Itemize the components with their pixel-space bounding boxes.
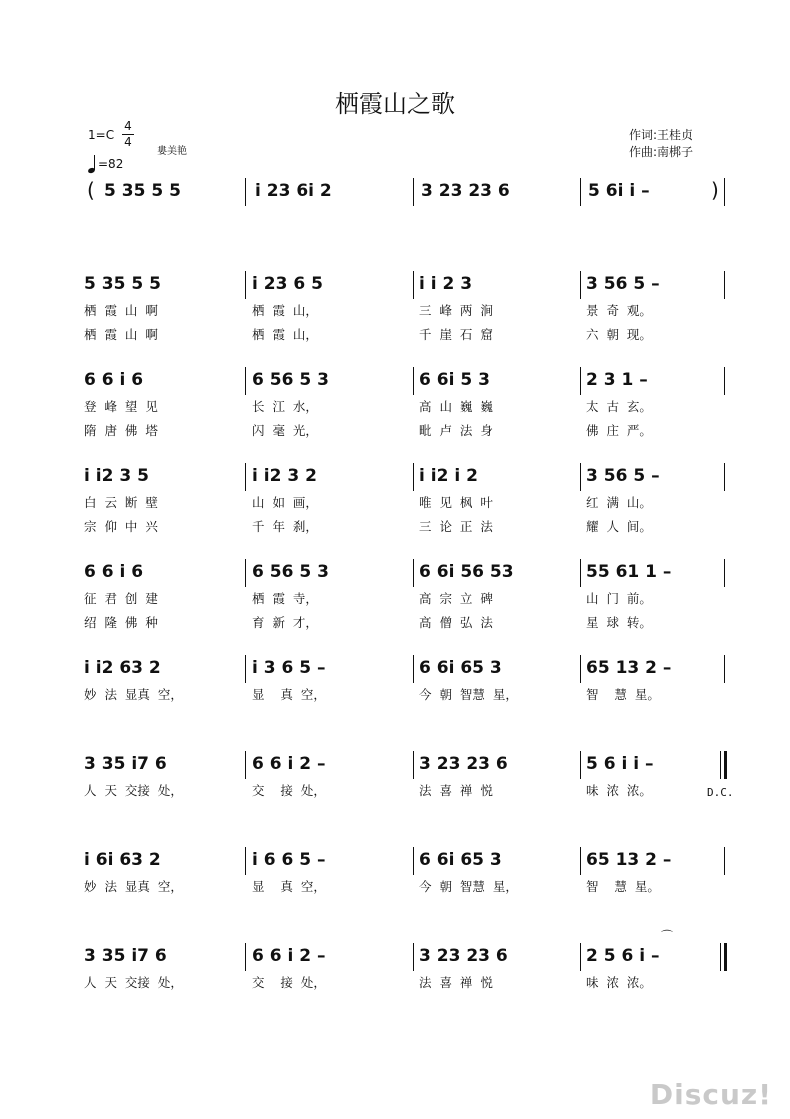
lyric-verse-2: 闪 毫 光，	[252, 423, 318, 438]
barline	[413, 271, 414, 299]
barline	[580, 367, 581, 395]
lyric-verse-2: 绍 隆 佛 种	[84, 615, 158, 630]
barline	[245, 178, 246, 206]
tempo-value: =82	[98, 157, 124, 171]
lyric-verse-1: 交 接 处，	[252, 783, 326, 798]
lyric-verse-2: 佛 庄 严。	[586, 423, 652, 438]
measure-notes: 6 6i 65 3	[419, 850, 502, 870]
barline	[413, 751, 414, 779]
lyric-verse-1: 白 云 断 壁	[84, 495, 158, 510]
lyric-verse-1: 人 天 交接 处，	[84, 783, 183, 798]
barline	[724, 463, 725, 491]
barline	[413, 559, 414, 587]
composer: 作曲:南梆子	[629, 145, 694, 159]
measure-notes: 3 23 23 6	[419, 754, 508, 774]
lyric-verse-1: 栖 霞 山，	[252, 303, 318, 318]
measure-notes: 6 6 i 2 –	[252, 754, 326, 774]
barline	[724, 271, 725, 299]
final-barline-thin	[720, 943, 721, 971]
lyric-verse-1: 山 门 前。	[586, 591, 652, 606]
time-signature-bottom: 4	[124, 135, 132, 149]
lyric-verse-1: 味 浓 浓。	[586, 975, 652, 990]
arranger-name: 婁美艳	[157, 146, 187, 157]
lyric-verse-2: 宗 仰 中 兴	[84, 519, 158, 534]
barline	[580, 271, 581, 299]
barline	[580, 655, 581, 683]
measure-notes: 3 56 5 –	[586, 274, 660, 294]
measure-notes: 3 35 i7 6	[84, 946, 167, 966]
lyric-verse-2: 育 新 才，	[252, 615, 318, 630]
barline	[245, 847, 246, 875]
intro-measure: 5 6i i –	[588, 181, 650, 201]
measure-notes: 6 6 i 2 –	[252, 946, 326, 966]
lyric-verse-1: 高 宗 立 碑	[419, 591, 493, 606]
measure-notes: 3 35 i7 6	[84, 754, 167, 774]
lyric-verse-2: 三 论 正 法	[419, 519, 493, 534]
barline	[245, 463, 246, 491]
lyric-verse-1: 栖 霞 寺，	[252, 591, 318, 606]
lyric-verse-1: 高 山 巍 巍	[419, 399, 493, 414]
measure-notes: i i 2 3	[419, 274, 473, 294]
barline	[245, 367, 246, 395]
lyric-verse-1: 唯 见 枫 叶	[419, 495, 493, 510]
intro-measure: i 23 6i 2	[255, 181, 332, 201]
barline	[724, 367, 725, 395]
final-barline-thick	[724, 943, 727, 971]
lyricist: 作词:王桂贞	[629, 128, 694, 142]
barline	[413, 463, 414, 491]
lyric-verse-1: 智 慧 星。	[586, 687, 660, 702]
key-signature: 1=C	[88, 128, 115, 142]
measure-notes: i i2 63 2	[84, 658, 161, 678]
intro-measure: 5 35 5 5	[104, 181, 181, 201]
lyric-verse-1: 三 峰 两 涧	[419, 303, 493, 318]
lyric-verse-2: 耀 人 间。	[586, 519, 652, 534]
measure-notes: 2 3 1 –	[586, 370, 648, 390]
intro-open-paren: (	[87, 178, 95, 202]
barline	[580, 847, 581, 875]
lyric-verse-1: 今 朝 智慧 星，	[419, 687, 518, 702]
lyric-verse-1: 法 喜 禅 悦	[419, 783, 493, 798]
barline	[245, 943, 246, 971]
barline	[724, 178, 725, 206]
lyric-verse-1: 今 朝 智慧 星，	[419, 879, 518, 894]
lyric-verse-2: 千 年 刹，	[252, 519, 318, 534]
lyric-verse-2: 千 崖 石 窟	[419, 327, 493, 342]
lyric-verse-2: 六 朝 现。	[586, 327, 652, 342]
da-capo-marking: D.C.	[707, 786, 734, 799]
lyric-verse-1: 交 接 处，	[252, 975, 326, 990]
barline	[245, 559, 246, 587]
lyric-verse-2: 栖 霞 山 啊	[84, 327, 158, 342]
measure-notes: 2 5 6 i –	[586, 946, 660, 966]
lyric-verse-1: 妙 法 显真 空，	[84, 879, 183, 894]
measure-notes: 6 56 5 3	[252, 562, 329, 582]
measure-notes: 65 13 2 –	[586, 850, 672, 870]
tempo-marking	[88, 155, 123, 173]
time-signature	[122, 120, 134, 149]
lyric-verse-1: 太 古 玄。	[586, 399, 652, 414]
lyric-verse-1: 栖 霞 山 啊	[84, 303, 158, 318]
lyric-verse-1: 显 真 空，	[252, 687, 326, 702]
measure-notes: i i2 i 2	[419, 466, 478, 486]
lyric-verse-1: 人 天 交接 处，	[84, 975, 183, 990]
lyric-verse-1: 显 真 空，	[252, 879, 326, 894]
barline	[245, 751, 246, 779]
barline	[724, 655, 725, 683]
measure-notes: i 3 6 5 –	[252, 658, 326, 678]
lyric-verse-1: 登 峰 望 见	[84, 399, 158, 414]
lyric-verse-1: 妙 法 显真 空，	[84, 687, 183, 702]
measure-notes: i 6 6 5 –	[252, 850, 326, 870]
measure-notes: 5 35 5 5	[84, 274, 161, 294]
barline	[724, 847, 725, 875]
lyric-verse-1: 智 慧 星。	[586, 879, 660, 894]
barline	[413, 847, 414, 875]
final-barline-thick	[724, 751, 727, 779]
measure-notes: 5 6 i i –	[586, 754, 654, 774]
quarter-note-icon	[88, 155, 96, 173]
lyric-verse-2: 毗 卢 法 身	[419, 423, 493, 438]
lyric-verse-2: 高 僧 弘 法	[419, 615, 493, 630]
measure-notes: i 23 6 5	[252, 274, 323, 294]
fermata-icon: ⌒	[661, 929, 674, 943]
measure-notes: i i2 3 5	[84, 466, 149, 486]
barline	[413, 367, 414, 395]
lyric-verse-1: 征 君 创 建	[84, 591, 158, 606]
watermark: Discuz!	[649, 1078, 772, 1111]
lyric-verse-1: 红 满 山。	[586, 495, 652, 510]
lyric-verse-2: 隋 唐 佛 塔	[84, 423, 158, 438]
barline	[580, 751, 581, 779]
measure-notes: 6 6i 56 53	[419, 562, 514, 582]
measure-notes: 3 56 5 –	[586, 466, 660, 486]
lyric-verse-2: 星 球 转。	[586, 615, 652, 630]
lyric-verse-1: 味 浓 浓。	[586, 783, 652, 798]
barline	[724, 559, 725, 587]
lyric-verse-2: 栖 霞 山，	[252, 327, 318, 342]
time-signature-top: 4	[124, 119, 132, 133]
barline	[580, 943, 581, 971]
measure-notes: 3 23 23 6	[419, 946, 508, 966]
barline	[413, 655, 414, 683]
barline	[580, 559, 581, 587]
intro-close-paren: )	[711, 178, 719, 202]
song-title: 栖霞山之歌	[335, 90, 455, 118]
final-barline-thin	[720, 751, 721, 779]
barline	[413, 178, 414, 206]
measure-notes: 6 6i 5 3	[419, 370, 490, 390]
measure-notes: 6 6 i 6	[84, 370, 144, 390]
measure-notes: i 6i 63 2	[84, 850, 161, 870]
barline	[245, 655, 246, 683]
lyric-verse-1: 法 喜 禅 悦	[419, 975, 493, 990]
measure-notes: 6 6 i 6	[84, 562, 144, 582]
barline	[245, 271, 246, 299]
measure-notes: 65 13 2 –	[586, 658, 672, 678]
barline	[413, 943, 414, 971]
measure-notes: 6 6i 65 3	[419, 658, 502, 678]
barline	[580, 463, 581, 491]
barline	[580, 178, 581, 206]
lyric-verse-1: 长 江 水，	[252, 399, 318, 414]
lyric-verse-1: 山 如 画，	[252, 495, 318, 510]
measure-notes: i i2 3 2	[252, 466, 317, 486]
credits	[629, 127, 693, 161]
lyric-verse-1: 景 奇 观。	[586, 303, 652, 318]
measure-notes: 6 56 5 3	[252, 370, 329, 390]
measure-notes: 55 61 1 –	[586, 562, 672, 582]
intro-measure: 3 23 23 6	[421, 181, 510, 201]
